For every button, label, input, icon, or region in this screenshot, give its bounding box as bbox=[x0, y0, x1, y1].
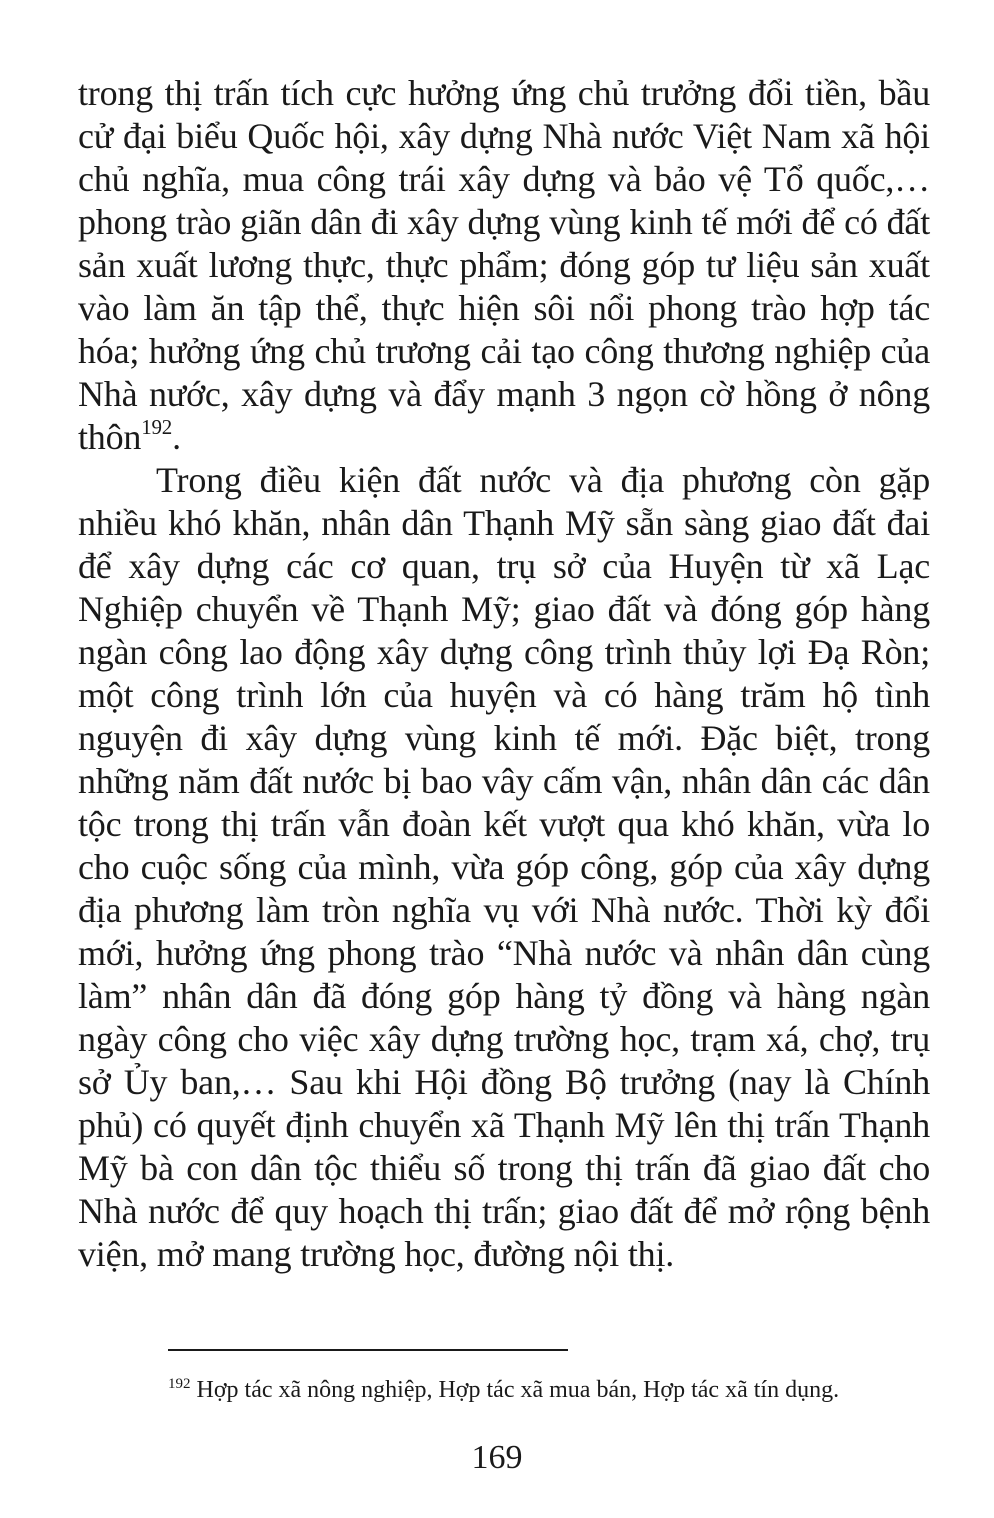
footnote-number: 192 bbox=[168, 1376, 191, 1392]
footnote bbox=[168, 1375, 928, 1405]
paragraph-1-tail: . bbox=[172, 417, 181, 457]
page-number: 169 bbox=[471, 1439, 523, 1476]
paragraph-1 bbox=[78, 72, 930, 459]
footnote-reference[interactable]: 192 bbox=[141, 415, 173, 439]
page-body bbox=[78, 72, 930, 1276]
footnote-divider bbox=[168, 1349, 568, 1351]
paragraph-1-text: trong thị trấn tích cực hưởng ứng chủ trưởng đổi tiền, bầu cử đại biểu Quốc hội, xây dựng Nhà nước Việt Nam xã hội chủ nghĩa, mua công trái xây dựng và bảo vệ Tổ quốc,… phong trào giãn dân đi xây dựng vùng kinh tế mới để có đất sản xuất lương thực, thực phẩm; đóng góp tư liệu sản xuất vào làm ăn tập thể, thực hiện sôi nổi phong trào hợp tác hóa; hưởng ứng chủ trương cải tạo công thương nghiệp của Nhà nước, xây dựng và đẩy mạnh 3 ngọn cờ hồng ở nông thôn bbox=[78, 73, 930, 457]
footnote-text: Hợp tác xã nông nghiệp, Hợp tác xã mua bán, Hợp tác xã tín dụng. bbox=[196, 1377, 840, 1403]
paragraph-2: Trong điều kiện đất nước và địa phương còn gặp nhiều khó khăn, nhân dân Thạnh Mỹ sẵn sàng giao đất đai để xây dựng các cơ quan, trụ sở của Huyện từ xã Lạc Nghiệp chuyển về Thạnh Mỹ; giao đất và đóng góp hàng ngàn công lao động xây dựng công trình thủy lợi Đạ Ròn; một công trình lớn của huyện và có hàng trăm hộ tình nguyện đi xây dựng vùng kinh tế mới. Đặc biệt, trong những năm đất nước bị bao vây cấm vận, nhân dân các dân tộc trong thị trấn vẫn đoàn kết vượt qua khó khăn, vừa lo cho cuộc sống của mình, vừa góp công, góp của xây dựng địa phương làm tròn nghĩa vụ với Nhà nước. Thời kỳ đổi mới, hưởng ứng phong trào “Nhà nước và nhân dân cùng làm” nhân dân đã đóng góp hàng tỷ đồng và hàng ngàn ngày công cho việc xây dựng trường học, trạm xá, chợ, trụ sở Ủy ban,… Sau khi Hội đồng Bộ trưởng (nay là Chính phủ) có quyết định chuyển xã Thạnh Mỹ lên thị trấn Thạnh Mỹ bà con dân tộc thiểu số trong thị trấn đã giao đất cho Nhà nước để quy hoạch thị trấn; giao đất để mở rộng bệnh viện, mở mang trường học, đường nội thị. bbox=[78, 460, 930, 1274]
